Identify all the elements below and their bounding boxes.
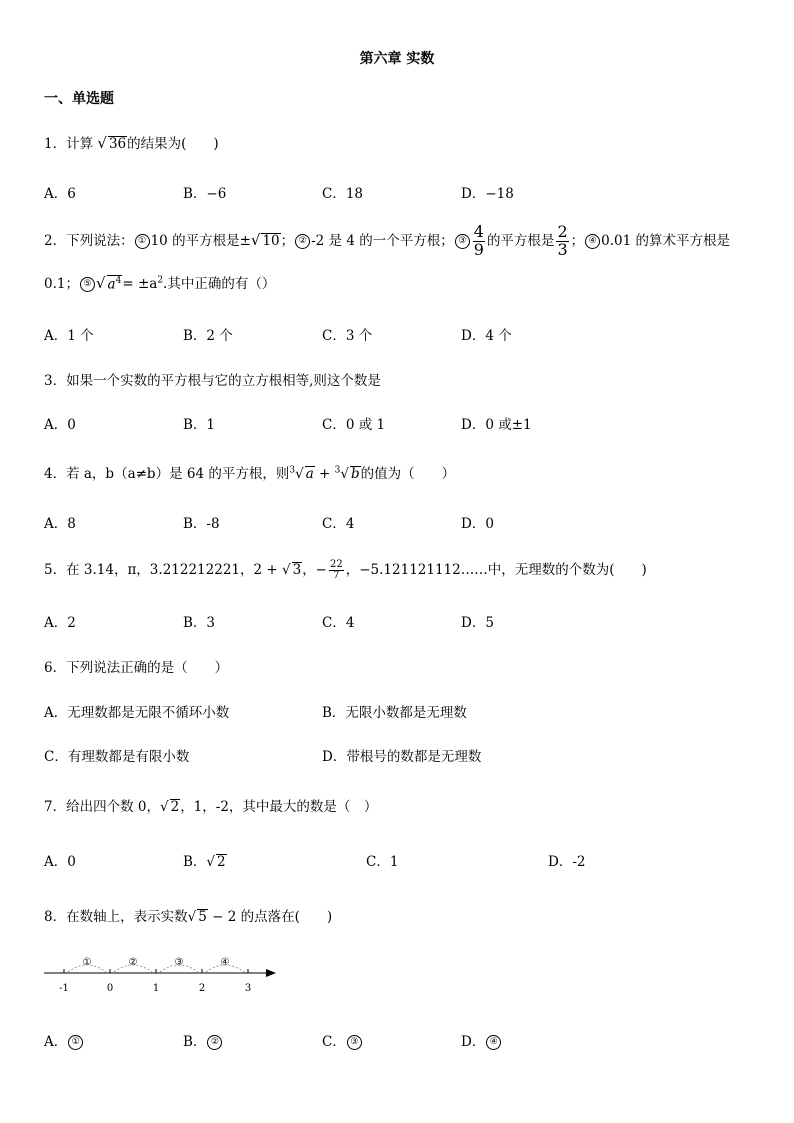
q2-radicand-a4 [107, 275, 123, 293]
q2-option-b[interactable]: B．2 个 [183, 328, 233, 344]
q6-option-c[interactable]: C．有理数都是有限小数 [44, 749, 190, 765]
q2-text: ； [280, 232, 295, 249]
q6-option-b[interactable]: B．无限小数都是无理数 [322, 705, 467, 721]
q8-option-a[interactable] [44, 1030, 84, 1050]
q2-text: 2．下列说法： [44, 232, 134, 249]
exponent: 4 [115, 275, 122, 286]
q1-option-b[interactable]: B．−6 [183, 186, 227, 202]
circled-4: ④ [585, 234, 600, 249]
q8-option-c[interactable] [322, 1030, 363, 1050]
q5-option-c[interactable]: C．4 [322, 615, 355, 631]
circled-3: ③ [347, 1035, 362, 1050]
cube-root-index: 3 [289, 465, 296, 476]
var-a: a [107, 276, 116, 292]
axis-label: -1 [59, 983, 69, 994]
q2-text: .其中正确的有（） [163, 276, 276, 292]
option-label: B． [183, 854, 207, 870]
question-5 [44, 558, 647, 582]
sqrt-symbol: √ [187, 909, 197, 925]
var-a: a [305, 466, 314, 482]
q1-option-a[interactable]: A．6 [44, 186, 76, 202]
question-4 [44, 462, 455, 483]
q6-option-a[interactable]: A．无理数都是无限不循环小数 [44, 705, 230, 721]
sqrt-symbol: √ [295, 466, 304, 482]
sqrt-symbol: √ [159, 799, 169, 815]
q1-option-c[interactable]: C．18 [322, 186, 364, 202]
q3-option-c[interactable]: C．0 或 1 [322, 417, 386, 433]
q5-text: 5．在 3.14，π，3.212212221，2 + [44, 562, 282, 578]
circled-1: ① [135, 234, 150, 249]
q8-text: − 2 的点落在( ) [207, 909, 333, 925]
q5-option-b[interactable]: B．3 [183, 615, 216, 631]
axis-label: 2 [198, 983, 206, 994]
segment-label-2: ② [128, 957, 138, 968]
q2-text: 0.1； [44, 276, 79, 292]
question-7 [44, 795, 377, 816]
option-label: B． [183, 1034, 207, 1050]
circled-2: ② [207, 1035, 222, 1050]
q7-option-a[interactable]: A．0 [44, 854, 76, 870]
exponent: 2 [157, 275, 164, 286]
q2-text: 10 的平方根是± [150, 232, 251, 249]
sqrt-symbol: √ [97, 134, 107, 152]
q4-option-c[interactable]: C．4 [322, 516, 355, 532]
sqrt-symbol: √ [95, 274, 106, 292]
q2-option-d[interactable]: D．4 个 [461, 328, 512, 344]
q7-option-c[interactable]: C．1 [366, 854, 399, 870]
number-line-figure [40, 952, 280, 998]
circled-1: ① [68, 1035, 83, 1050]
question-6: 6．下列说法正确的是（ ） [44, 660, 229, 676]
q1-radicand: 36 [108, 136, 127, 152]
q8-option-b[interactable] [183, 1030, 223, 1050]
sqrt-symbol: √ [206, 854, 216, 870]
q7-radicand: 2 [170, 799, 180, 815]
segment-label-4: ④ [220, 957, 230, 968]
q7-option-b[interactable] [183, 850, 227, 871]
q4-option-a[interactable]: A．8 [44, 516, 76, 532]
q3-option-d[interactable]: D．0 或±1 [461, 417, 532, 433]
circled-2: ② [295, 234, 310, 249]
q8-radicand: 5 [198, 909, 207, 925]
q2-radicand: 10 [262, 232, 280, 249]
question-2-line-2 [44, 272, 275, 293]
q2-text: -2 是 4 的一个平方根； [311, 232, 454, 249]
q5-radicand: 3 [292, 562, 302, 578]
q8-option-d[interactable] [461, 1030, 502, 1050]
axis-label: 3 [244, 983, 252, 994]
q2-text: = ±a [122, 276, 158, 292]
q2-text: 的平方根是 [486, 232, 555, 249]
q7-optb-radicand: 2 [217, 854, 226, 870]
q2-text: 0.01 的算术平方根是 [601, 232, 730, 249]
q4-option-d[interactable]: D．0 [461, 516, 494, 532]
circled-4: ④ [486, 1035, 501, 1050]
denominator: 7 [333, 570, 340, 581]
axis-label: 1 [152, 983, 160, 994]
circled-5: ⑤ [80, 277, 95, 292]
q8-text: 8．在数轴上，表示实数 [44, 909, 188, 925]
q7-text: ，1，-2，其中最大的数是（ ） [180, 799, 378, 815]
q4-option-b[interactable]: B．-8 [183, 516, 220, 532]
q5-option-d[interactable]: D．5 [461, 615, 494, 631]
q5-text: ，−5.121121112……中，无理数的个数为( ) [345, 562, 647, 578]
q1-tail: 的结果为( ) [127, 136, 219, 152]
q6-option-d[interactable]: D．带根号的数都是无理数 [322, 749, 482, 765]
section-heading: 一、单选题 [44, 91, 114, 107]
q4-text: 4．若 a，b（a≠b）是 64 的平方根，则 [44, 466, 290, 482]
numerator: 4 [473, 222, 484, 241]
q5-text: ，− [302, 562, 327, 578]
q1-option-d[interactable]: D．−18 [461, 186, 514, 202]
q1-label: 1．计算 [44, 136, 94, 152]
numerator: 2 [557, 222, 568, 241]
cube-root-index: 3 [334, 465, 341, 476]
numerator: 22 [330, 558, 343, 570]
circled-3: ③ [455, 234, 470, 249]
axis-label: 0 [106, 983, 114, 994]
page-title: 第六章 实数 [359, 51, 435, 67]
question-3: 3．如果一个实数的平方根与它的立方根相等,则这个数是 [44, 373, 381, 389]
q4-radicand-a [305, 466, 315, 483]
q3-option-a[interactable]: A．0 [44, 417, 76, 433]
q7-option-d[interactable]: D．-2 [548, 854, 586, 870]
axis-arrow [266, 969, 276, 977]
var-b: b [351, 466, 360, 482]
question-2-line-1 [44, 224, 730, 259]
sqrt-symbol: √ [340, 466, 349, 482]
q5-option-a[interactable]: A．2 [44, 615, 76, 631]
question-1 [44, 132, 219, 153]
option-label: A． [44, 1034, 68, 1050]
q2-option-a[interactable]: A．1 个 [44, 328, 94, 344]
plus-sign: + [314, 466, 335, 482]
option-label: C． [322, 1034, 346, 1050]
fraction-2-3 [556, 224, 568, 259]
option-label: D． [461, 1034, 486, 1050]
q2-text: ； [570, 232, 585, 249]
question-8 [44, 905, 332, 926]
segment-label-3: ③ [174, 957, 184, 968]
q4-radicand-b [350, 466, 361, 483]
denominator: 9 [473, 239, 484, 259]
q4-text: 的值为（ ） [360, 466, 456, 482]
sqrt-symbol: √ [250, 230, 261, 249]
fraction-4-9 [473, 224, 485, 259]
q3-option-b[interactable]: B．1 [183, 417, 216, 433]
denominator: 3 [557, 239, 568, 259]
q7-text: 7．给出四个数 0， [44, 799, 160, 815]
q2-option-c[interactable]: C．3 个 [322, 328, 373, 344]
segment-label-1: ① [82, 957, 92, 968]
sqrt-symbol: √ [281, 562, 291, 578]
fraction-22-7 [329, 560, 344, 582]
